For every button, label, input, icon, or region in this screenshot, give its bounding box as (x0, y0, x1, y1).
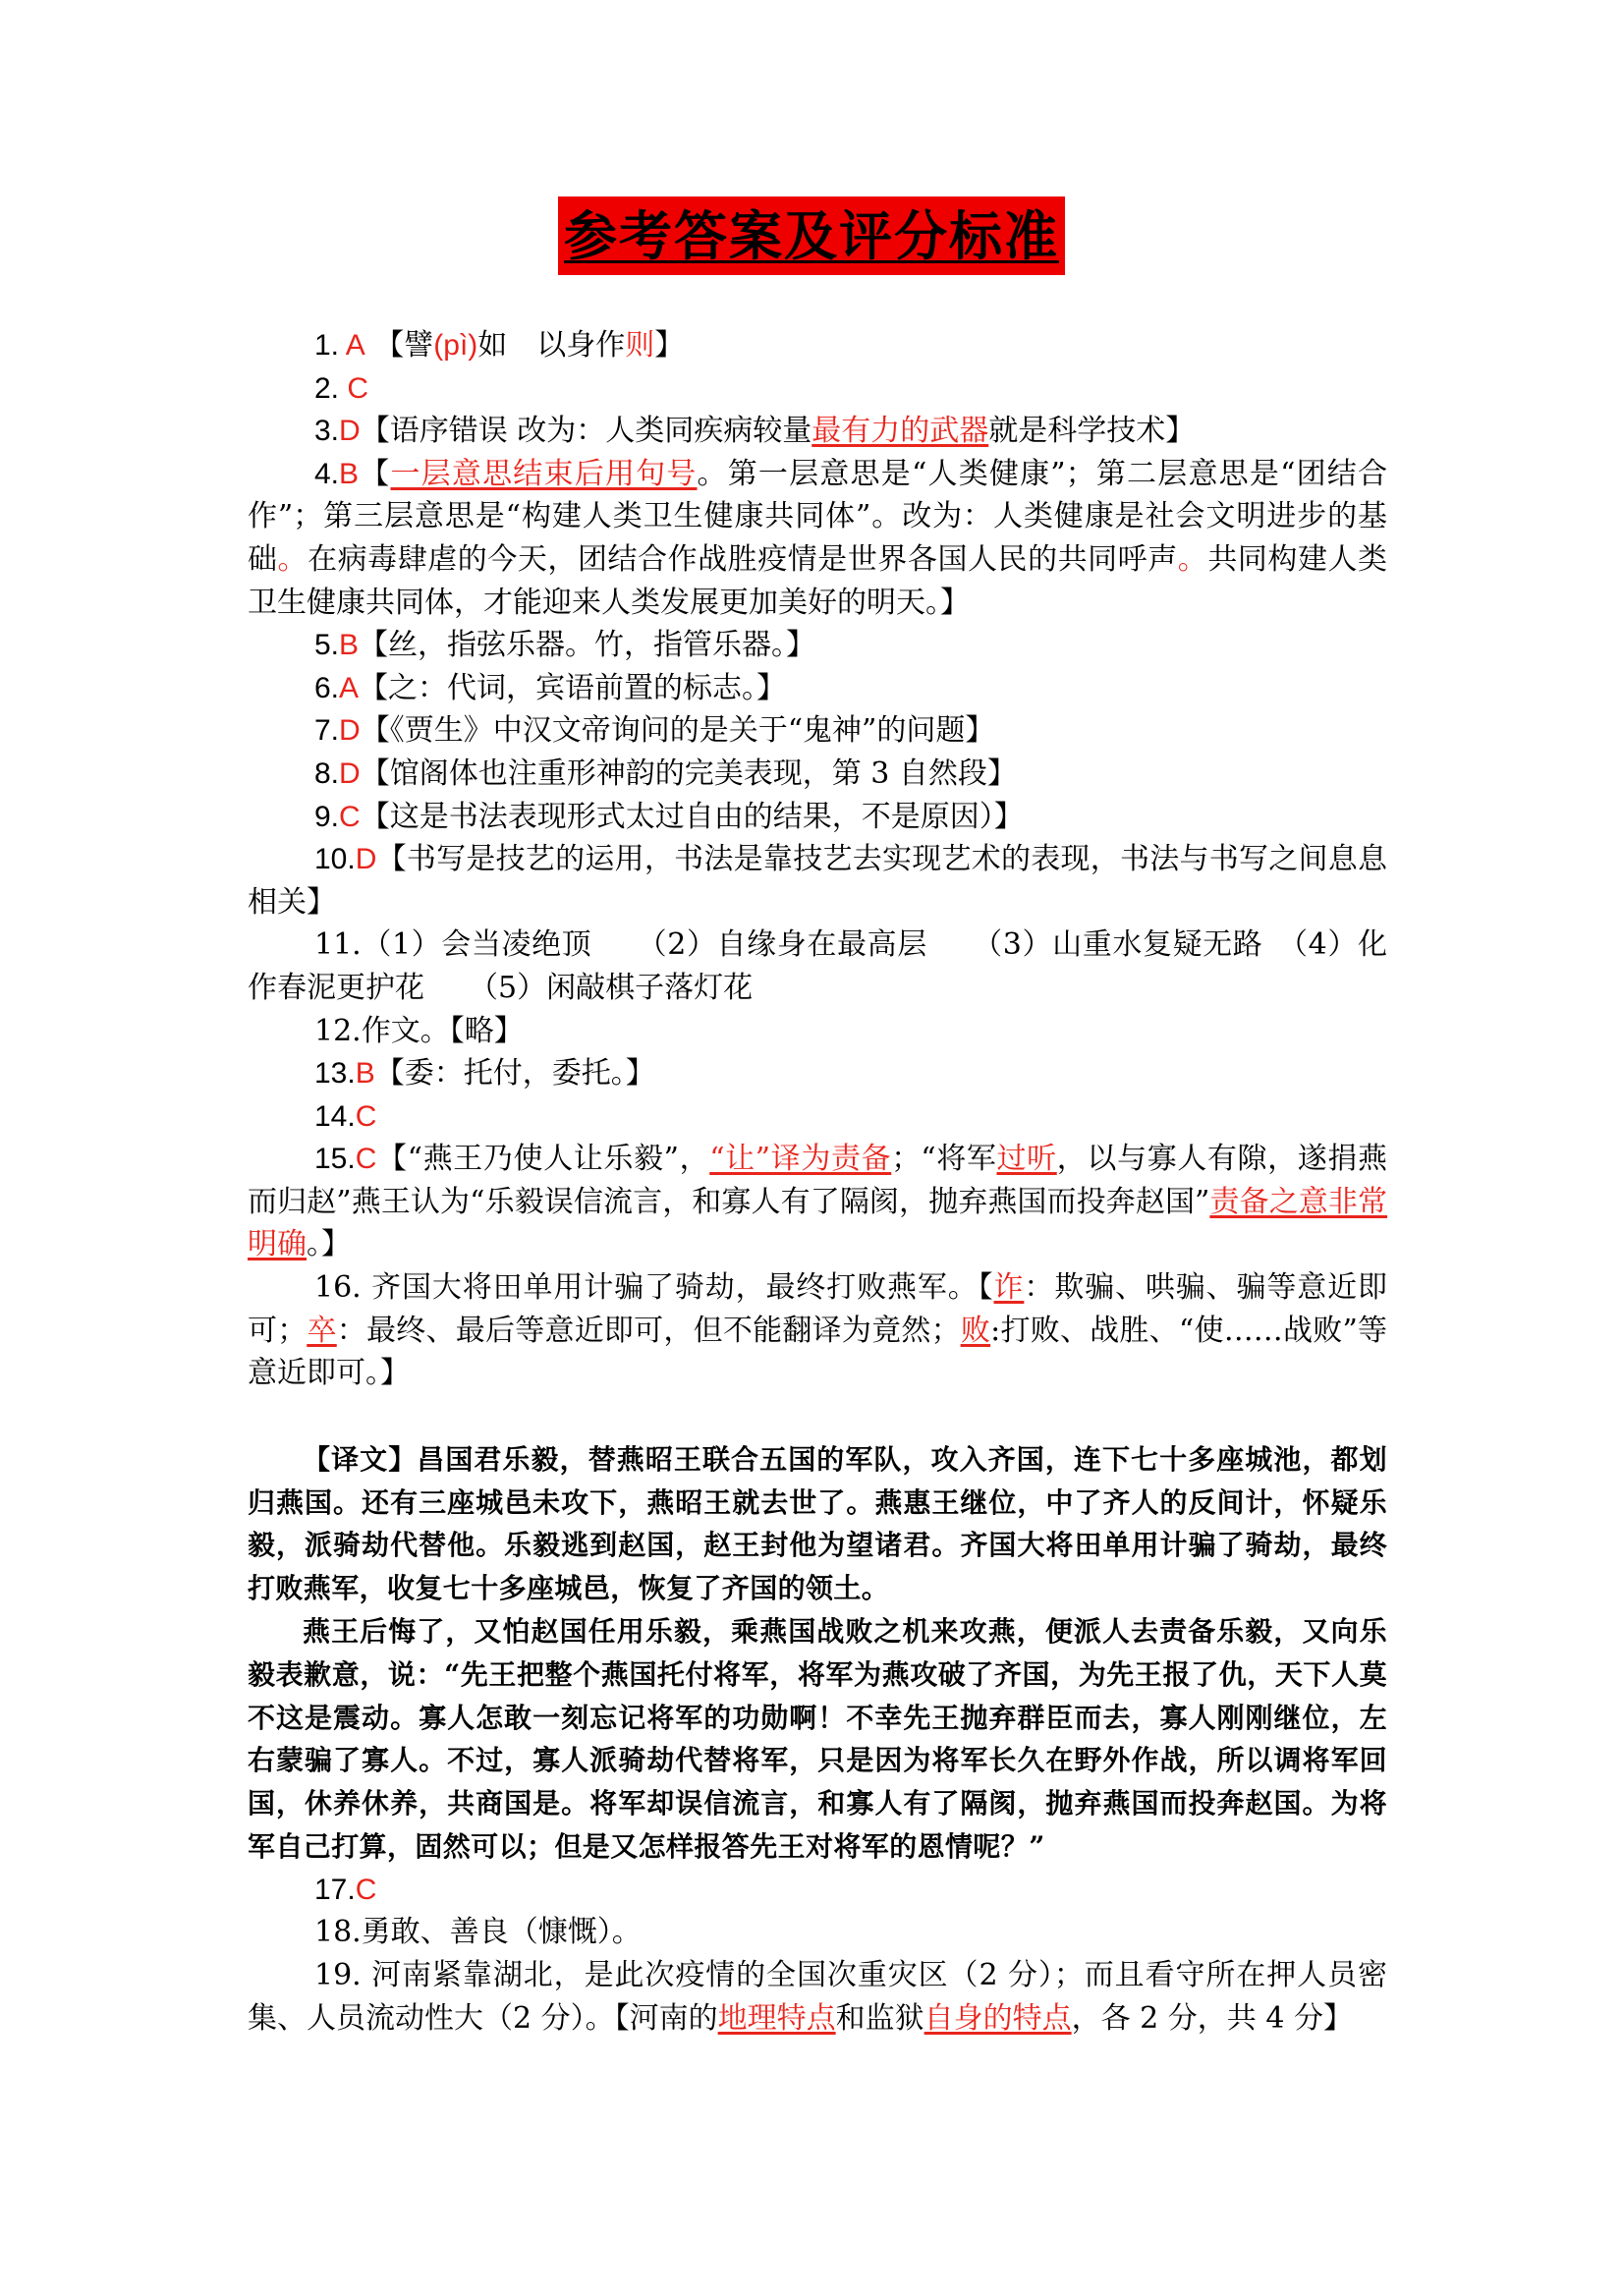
answer-note: 【《贾生》中汉文帝询问的是关于“鬼神”的问题】 (360, 713, 995, 749)
answer-number: 13. (314, 1057, 356, 1091)
underlined-keypoint: 卒 (307, 1313, 337, 1348)
answer-choice: B (339, 457, 360, 490)
answer-note: 。】 (307, 1227, 351, 1262)
answer-number: 17. (314, 1873, 356, 1906)
title-container (0, 196, 1623, 275)
answer-7 (248, 709, 1387, 753)
answer-content (248, 324, 1387, 2040)
pinyin-note: (pì) (433, 329, 478, 362)
answer-6 (248, 667, 1387, 710)
translation-paragraph-2: 燕王后悔了，又怕赵国任用乐毅，乘燕国战败之机来攻燕，便派人去责备乐毅，又向乐毅表歉意，说：“先王把整个燕国托付将军，将军为燕攻破了齐国，为先王报了仇，天下人莫不这是震动。寡人怎敢一刻忘记将军的功勋啊！不幸先王抛弃群臣而去，寡人刚刚继位，左右蒙骗了寡人。不过，寡人派骑劫代替将军，只是因为将军长久在野外作战，所以调将军回国，休养休养，共商国是。将军却误信流言，和寡人有了隔阂，抛弃燕国而投奔赵国。为将军自己打算，固然可以；但是又怎样报答先王对将军的恩情呢？” (248, 1615, 1387, 1864)
answer-choice: C (355, 1099, 377, 1133)
answer-number: 7. (314, 714, 340, 748)
answer-choice: D (339, 756, 361, 790)
answer-number: 3. (314, 415, 340, 448)
answer-19 (248, 1954, 1387, 2040)
answer-11: 11.（1）会当凌绝顶 （2）自缘身在最高层 （3）山重水复疑无路 （4）化作春泥更护花 （5）闲敲棋子落灯花 (248, 927, 1387, 1005)
underlined-keypoint: “让”译为责备 (709, 1142, 892, 1177)
answer-note: 【馆阁体也注重形神韵的完美表现，第 3 自然段】 (360, 756, 1017, 791)
answer-note: 【这是书法表现形式太过自由的结果，不是原因）】 (360, 799, 1024, 834)
answer-note: ，各 2 分，共 4 分】 (1071, 2000, 1353, 2036)
answer-note: 【丝，指弦乐器。竹，指管乐器。】 (359, 628, 816, 663)
answer-note: 共同构建人类卫生健康共同体，才能迎来人类发展更加美好的明天。】 (248, 541, 1388, 620)
answer-number: 5. (314, 629, 340, 662)
answer-choice: C (347, 371, 369, 405)
red-punctuation: 。 (277, 541, 308, 577)
answer-10 (248, 838, 1387, 924)
red-punctuation: 。 (1177, 541, 1208, 577)
answer-number: 2. (314, 371, 348, 405)
answer-note: 【之：代词，宾语前置的标志。】 (359, 670, 787, 705)
answer-choice: C (355, 1873, 377, 1906)
answer-choice: A (339, 671, 360, 704)
answer-number: 15. (314, 1143, 356, 1176)
answer-3 (248, 410, 1387, 453)
underlined-keypoint: 自身的特点 (923, 2000, 1072, 2036)
answer-choice: C (355, 1143, 377, 1176)
answer-note: 和监狱 (835, 2000, 924, 2036)
answer-note: 】 (654, 328, 685, 363)
answer-note: 在病毒肆虐的今天，团结合作战胜疫情是世界各国人民的共同呼声 (308, 541, 1178, 577)
answer-number: 6. (314, 671, 340, 704)
highlight-char: 则 (625, 328, 655, 363)
underlined-keypoint: 责备之意非常明确 (248, 1184, 1388, 1262)
answer-note: 【 (359, 456, 391, 491)
answer-12: 12.作文。【略】 (314, 1013, 524, 1048)
answer-note: 。第一层意思是“人类健康”；第二层意思是“团结合作”；第三层意思是“构建人类卫生健康共同体”。改为：人类健康是社会文明进步的基础 (248, 456, 1388, 577)
answer-number: 10. (314, 843, 356, 876)
answer-choice: D (355, 843, 377, 876)
translation-paragraph-1: 【译文】昌国君乐毅，替燕昭王联合五国的军队，攻入齐国，连下七十多座城池，都划归燕国。还有三座城邑未攻下，燕昭王就去世了。燕惠王继位，中了齐人的反间计，怀疑乐毅，派骑劫代替他。乐毅逃到赵国，赵王封他为望诸君。齐国大将田单用计骗了骑劫，最终打败燕军，收复七十多座城邑，恢复了齐国的领土。 (248, 1442, 1387, 1605)
answer-4 (248, 453, 1387, 624)
answer-choice: B (339, 629, 360, 662)
spacer (248, 1395, 1387, 1438)
underlined-keypoint: 一层意思结束后用句号 (390, 456, 698, 491)
answer-note: ：欺骗、哄骗、骗等意近即可； (248, 1270, 1387, 1348)
answer-note: ；“将军 (891, 1142, 997, 1177)
answer-number: 1. (314, 329, 346, 362)
answer-choice: D (339, 714, 361, 748)
answer-9 (248, 796, 1387, 839)
answer-note: :打败、战胜、“使……战败”等意近即可。】 (248, 1313, 1388, 1391)
answer-note: 16. 齐国大将田单用计骗了骑劫，最终打败燕军。【 (314, 1270, 994, 1306)
underlined-keypoint: 过听 (996, 1142, 1057, 1177)
underlined-keypoint: 诈 (993, 1270, 1025, 1306)
answer-8 (248, 753, 1387, 796)
answer-choice: A (345, 329, 365, 362)
answer-choice: B (355, 1057, 375, 1091)
answer-note: 【书写是技艺的运用，书法是靠技艺去实现艺术的表现，书法与书写之间息息相关】 (248, 842, 1387, 920)
answer-note: 如 以身作 (477, 328, 626, 363)
page-title: 参考答案及评分标准 (558, 196, 1065, 275)
answer-note: 19. 河南紧靠湖北，是此次疫情的全国次重灾区（2 分）；而且看守所在押人员密集、人员流动性大（2 分）。【河南的 (248, 1958, 1387, 2036)
underlined-keypoint: 败 (960, 1313, 991, 1348)
answer-choice: C (339, 800, 361, 833)
answer-5 (248, 624, 1387, 667)
answer-note: 就是科学技术】 (988, 414, 1196, 449)
underlined-keypoint: 地理特点 (717, 2000, 836, 2036)
answer-15 (248, 1138, 1387, 1266)
answer-note: 【譬 (374, 328, 434, 363)
answer-note: 【语序错误 改为：人类同疾病较量 (360, 414, 812, 449)
answer-number: 9. (314, 800, 340, 833)
answer-number: 8. (314, 756, 340, 790)
answer-1 (248, 324, 1387, 367)
answer-note: ：最终、最后等意近即可，但不能翻译为竟然； (336, 1313, 961, 1348)
answer-note: ，以与寡人有隙，遂捐燕而归赵”燕王认为“乐毅误信流言，和寡人有了隔阂，抛弃燕国而投奔赵国” (248, 1142, 1388, 1219)
answer-choice: D (339, 415, 361, 448)
answer-2 (248, 367, 1387, 411)
answer-number: 4. (314, 457, 340, 490)
answer-13 (248, 1052, 1387, 1095)
answer-17 (248, 1869, 1387, 1912)
answer-note: 【“燕王乃使人让乐毅”， (376, 1142, 710, 1177)
answer-16 (248, 1266, 1387, 1395)
answer-number: 14. (314, 1099, 356, 1133)
answer-14 (248, 1095, 1387, 1139)
answer-18: 18.勇敢、善良（慷慨）。 (314, 1915, 642, 1950)
answer-note: 【委：托付，委托。】 (374, 1056, 655, 1092)
underlined-keypoint: 最有力的武器 (812, 414, 989, 449)
